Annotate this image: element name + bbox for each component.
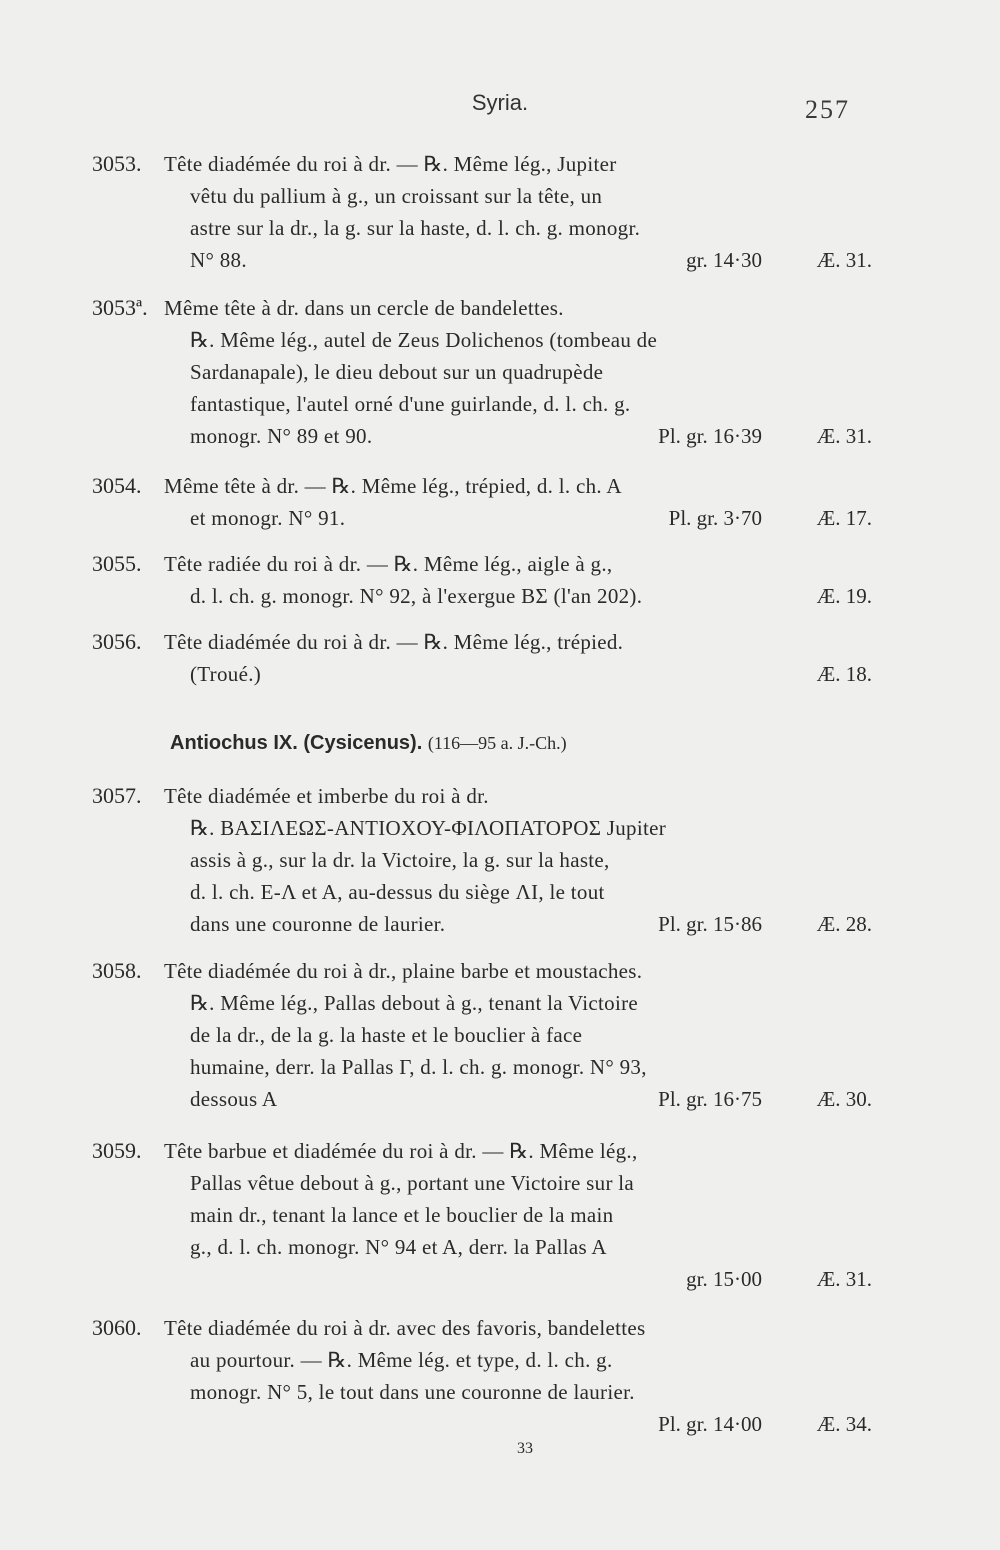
entry-line	[92, 1312, 892, 1344]
entry-text: monogr. N° 89 et 90.	[190, 424, 373, 448]
entry-text: assis à g., sur la dr. la Victoire, la g. sur la haste,	[190, 848, 610, 872]
entry-line	[92, 470, 892, 502]
entry-metal-size: Æ. 31.	[816, 1267, 872, 1291]
entry-line	[92, 987, 892, 1019]
entry-line	[92, 356, 892, 388]
entry-text: humaine, derr. la Pallas Γ, d. l. ch. g. monogr. N° 93,	[190, 1055, 647, 1079]
catalogue-entry	[92, 955, 892, 1115]
entry-text: fantastique, l'autel orné d'une guirlande, d. l. ch. g.	[190, 392, 631, 416]
entry-line	[92, 1376, 892, 1408]
entry-text: Sardanapale), le dieu debout sur un quadrupède	[190, 360, 604, 384]
catalogue-entry	[92, 548, 892, 612]
entry-text: dessous A	[190, 1087, 278, 1111]
entry-number: 3059.	[92, 1138, 142, 1163]
entry-line	[92, 502, 892, 534]
entry-text: Tête diadémée du roi à dr. — ℞. Même lég., Jupiter	[164, 152, 617, 176]
entry-metal-size: Æ. 19.	[816, 584, 872, 608]
entry-text: Tête diadémée du roi à dr. avec des favoris, bandelettes	[164, 1316, 646, 1340]
entry-text: de la dr., de la g. la haste et le bouclier à face	[190, 1023, 583, 1047]
entry-line	[92, 908, 892, 940]
entry-line	[92, 148, 892, 180]
entry-line	[92, 1019, 892, 1051]
entry-weight: gr. 14·30	[686, 248, 762, 272]
entry-line	[92, 1083, 892, 1115]
entry-number: 3056.	[92, 629, 142, 654]
entry-text: au pourtour. — ℞. Même lég. et type, d. l. ch. g.	[190, 1348, 613, 1372]
entry-line	[92, 420, 892, 452]
entry-weight: gr. 15·00	[686, 1267, 762, 1291]
entry-metal-size: Æ. 31.	[816, 248, 872, 272]
entry-line	[92, 580, 892, 612]
entry-text: N° 88.	[190, 248, 247, 272]
section-heading-name: Antiochus IX. (Cysicenus).	[170, 732, 423, 754]
catalogue-entry	[92, 780, 892, 940]
entry-metal-size: Æ. 28.	[816, 912, 872, 936]
entry-line	[92, 292, 892, 324]
entry-text: Tête diadémée du roi à dr., plaine barbe et moustaches.	[164, 959, 643, 983]
entry-text: Tête diadémée et imberbe du roi à dr.	[164, 784, 489, 808]
entry-line	[92, 1231, 892, 1263]
signature-mark: 33	[517, 1440, 533, 1457]
entry-line	[92, 1344, 892, 1376]
entry-text: main dr., tenant la lance et le bouclier de la main	[190, 1203, 614, 1227]
entry-text: Tête barbue et diadémée du roi à dr. — ℞. Même lég.,	[164, 1139, 638, 1163]
running-header-title: Syria.	[471, 90, 529, 115]
entry-weight: Pl. gr. 15·86	[658, 912, 762, 936]
entry-line	[92, 1051, 892, 1083]
entry-text: d. l. ch. g. monogr. N° 92, à l'exergue ΒΣ (l'an 202).	[190, 584, 643, 608]
entry-metal-size: Æ. 18.	[816, 662, 872, 686]
entry-text: (Troué.)	[190, 662, 262, 686]
section-heading-dates: (116—95 a. J.-Ch.)	[427, 733, 567, 753]
entry-line	[92, 626, 892, 658]
entry-text: Pallas vêtue debout à g., portant une Victoire sur la	[190, 1171, 635, 1195]
entry-weight: Pl. gr. 3·70	[668, 506, 762, 530]
entry-text: vêtu du pallium à g., un croissant sur la tête, un	[190, 184, 603, 208]
entry-line	[92, 658, 892, 690]
entry-line	[92, 812, 892, 844]
entry-line	[92, 548, 892, 580]
entry-line	[92, 955, 892, 987]
catalogue-entry	[92, 292, 892, 452]
entry-text: Même tête à dr. — ℞. Même lég., trépied, d. l. ch. A	[164, 474, 622, 498]
entry-text: dans une couronne de laurier.	[190, 912, 446, 936]
catalogue-entry	[92, 626, 892, 690]
entry-number: 3055.	[92, 551, 142, 576]
entry-metal-size: Æ. 34.	[816, 1412, 872, 1436]
entry-text: Tête radiée du roi à dr. — ℞. Même lég., aigle à g.,	[164, 552, 613, 576]
entry-line	[92, 212, 892, 244]
entry-line	[92, 844, 892, 876]
entry-text: astre sur la dr., la g. sur la haste, d. l. ch. g. monogr.	[190, 216, 641, 240]
entry-text: g., d. l. ch. monogr. N° 94 et A, derr. la Pallas A	[190, 1235, 607, 1259]
entry-text: et monogr. N° 91.	[190, 506, 346, 530]
catalogue-entry	[92, 1135, 892, 1295]
entry-number: 3057.	[92, 783, 142, 808]
entry-line	[92, 180, 892, 212]
page-number: 257	[805, 95, 850, 124]
entry-text: monogr. N° 5, le tout dans une couronne de laurier.	[190, 1380, 635, 1404]
entry-line	[92, 1408, 892, 1440]
entry-metal-size: Æ. 30.	[816, 1087, 872, 1111]
entry-number: 3053ª.	[92, 295, 148, 320]
entry-text: ℞. ΒΑΣΙΛΕΩΣ-ΑΝΤΙΟΧΟΥ-ΦΙΛΟΠΑΤΟΡΟΣ Jupiter	[190, 816, 667, 840]
catalogue-entry	[92, 148, 892, 276]
entry-weight: Pl. gr. 16·39	[658, 424, 762, 448]
entry-number: 3060.	[92, 1315, 142, 1340]
section-heading	[170, 732, 567, 755]
entry-text: Même tête à dr. dans un cercle de bandelettes.	[164, 296, 564, 320]
entry-line	[92, 1263, 892, 1295]
entry-text: d. l. ch. E-Λ et A, au-dessus du siège ΛΙ, le tout	[190, 880, 605, 904]
entry-line	[92, 1167, 892, 1199]
entry-line	[92, 244, 892, 276]
entry-weight: Pl. gr. 14·00	[658, 1412, 762, 1436]
catalogue-entry	[92, 470, 892, 534]
entry-metal-size: Æ. 31.	[816, 424, 872, 448]
entry-line	[92, 1135, 892, 1167]
entry-text: Tête diadémée du roi à dr. — ℞. Même lég., trépied.	[164, 630, 624, 654]
entry-line	[92, 388, 892, 420]
entry-line	[92, 876, 892, 908]
entry-number: 3053.	[92, 151, 142, 176]
entry-text: ℞. Même lég., autel de Zeus Dolichenos (tombeau de	[190, 328, 658, 352]
entry-line	[92, 1199, 892, 1231]
entry-metal-size: Æ. 17.	[816, 506, 872, 530]
entry-text: ℞. Même lég., Pallas debout à g., tenant la Victoire	[190, 991, 638, 1015]
entry-number: 3058.	[92, 958, 142, 983]
catalogue-entry	[92, 1312, 892, 1440]
entry-line	[92, 780, 892, 812]
entry-number: 3054.	[92, 473, 142, 498]
entry-line	[92, 324, 892, 356]
entry-weight: Pl. gr. 16·75	[658, 1087, 762, 1111]
